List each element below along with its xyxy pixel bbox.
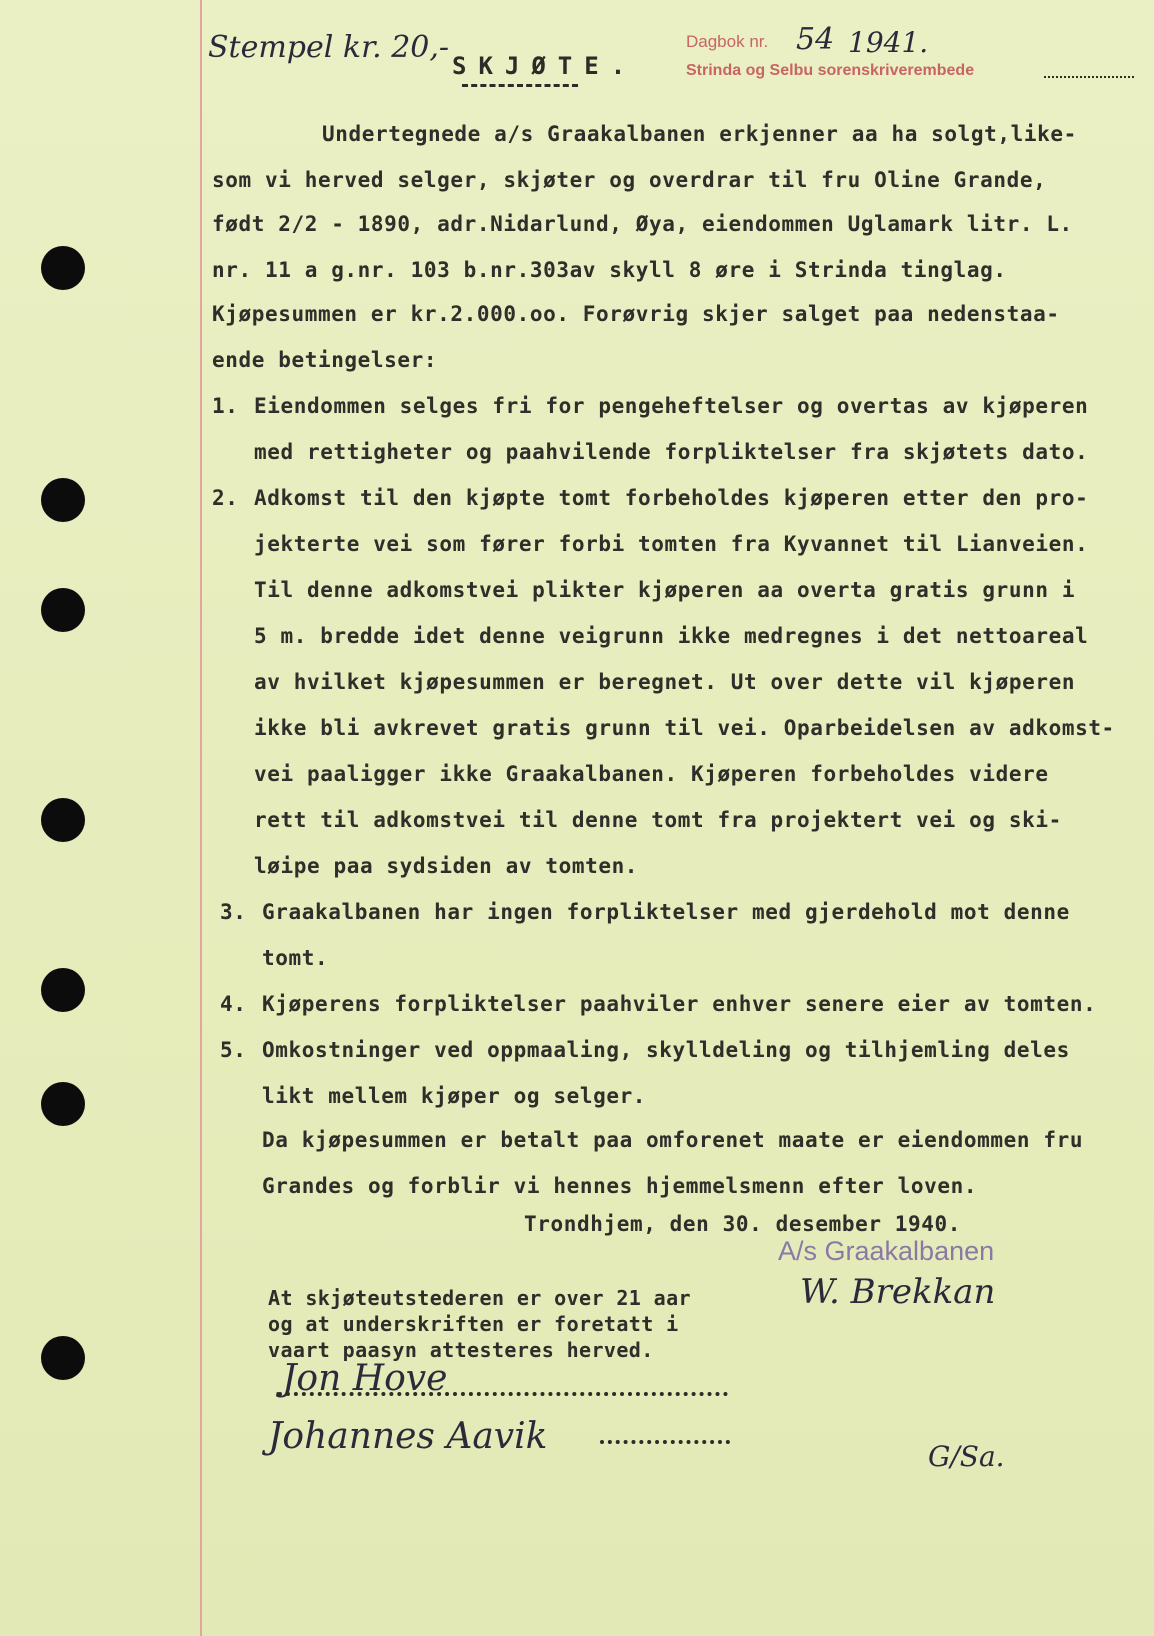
place-date: Trondhjem, den 30. desember 1940. <box>524 1212 962 1236</box>
closing-line: Grandes og forblir vi hennes hjemmelsmenn efter loven. <box>262 1174 978 1198</box>
office-dotted-line <box>1044 76 1134 78</box>
condition-line: av hvilket kjøpesummen er beregnet. Ut over dette vil kjøperen <box>254 670 1076 694</box>
condition-line: jekterte vei som fører forbi tomten fra Kyvannet til Lianveien. <box>254 532 1089 556</box>
condition-line: med rettigheter og paahvilende forpliktelser fra skjøtets dato. <box>254 440 1089 464</box>
signature-line <box>600 1440 730 1444</box>
condition-line: ikke bli avkrevet gratis grunn til vei. Oparbeidelsen av adkomst- <box>254 716 1115 740</box>
condition-number: 3. <box>220 900 247 924</box>
condition-line: løipe paa sydsiden av tomten. <box>254 854 639 878</box>
witness-signature-1: Jon Hove <box>282 1358 448 1399</box>
punch-hole <box>41 246 85 290</box>
punch-hole <box>41 478 85 522</box>
document-title: SKJØTE. <box>452 52 638 80</box>
punch-hole <box>41 1082 85 1126</box>
attestation-line: vaart paasyn attesteres herved. <box>268 1338 654 1362</box>
body-line: Undertegnede a/s Graakalbanen erkjenner aa ha solgt,like- <box>322 122 1077 146</box>
condition-number: 5. <box>220 1038 247 1062</box>
condition-line: Adkomst til den kjøpte tomt forbeholdes kjøperen etter den pro- <box>254 486 1089 510</box>
punch-hole <box>41 1336 85 1380</box>
company-stamp: A/s Graakalbanen <box>778 1236 995 1266</box>
condition-line: rett til adkomstvei til denne tomt fra projektert vei og ski- <box>254 808 1062 832</box>
signature-line <box>278 1392 728 1396</box>
attestation-line: At skjøteutstederen er over 21 aar <box>268 1286 691 1310</box>
body-line: som vi herved selger, skjøter og overdrar til fru Oline Grande, <box>212 168 1047 192</box>
condition-line: Graakalbanen har ingen forpliktelser med gjerdehold mot denne <box>262 900 1070 924</box>
closing-line: Da kjøpesummen er betalt paa omforenet maate er eiendommen fru <box>262 1128 1084 1152</box>
body-line: nr. 11 a g.nr. 103 b.nr.303av skyll 8 øre i Strinda tinglag. <box>212 258 1007 282</box>
condition-line: Eiendommen selges fri for pengeheftelser og overtas av kjøperen <box>254 394 1089 418</box>
condition-line: Omkostninger ved oppmaaling, skylldeling og tilhjemling deles <box>262 1038 1070 1062</box>
condition-number: 4. <box>220 992 247 1016</box>
red-margin-line <box>200 0 202 1636</box>
title-underline <box>462 84 578 87</box>
body-line: ende betingelser: <box>212 348 438 372</box>
condition-line: tomt. <box>262 946 329 970</box>
condition-line: Kjøperens forpliktelser paahviler enhver senere eier av tomten. <box>262 992 1097 1016</box>
punch-hole <box>41 798 85 842</box>
journal-number: 54 <box>796 22 835 57</box>
court-office-stamp: Strinda og Selbu sorenskriverembede <box>686 62 975 79</box>
signer-signature: W. Brekkan <box>800 1272 996 1312</box>
condition-line: Til denne adkomstvei plikter kjøperen aa overta gratis grunn i <box>254 578 1076 602</box>
clerk-initials: G/Sa. <box>928 1440 1005 1473</box>
condition-line: 5 m. bredde idet denne veigrunn ikke medregnes i det nettoareal <box>254 624 1089 648</box>
body-line: Kjøpesummen er kr.2.000.oo. Forøvrig skjer salget paa nedenstaa- <box>212 302 1060 326</box>
witness-signature-2: Johannes Aavik <box>268 1416 548 1457</box>
attestation-line: og at underskriften er foretatt i <box>268 1312 679 1336</box>
condition-number: 2. <box>212 486 239 510</box>
stamp-duty-note: Stempel kr. 20,- <box>208 30 450 65</box>
condition-line: vei paaligger ikke Graakalbanen. Kjøperen forbeholdes videre <box>254 762 1049 786</box>
condition-line: likt mellem kjøper og selger. <box>262 1084 647 1108</box>
journal-label: Dagbok nr. <box>686 32 769 51</box>
punch-hole <box>41 968 85 1012</box>
punch-hole <box>41 588 85 632</box>
body-line: født 2/2 - 1890, adr.Nidarlund, Øya, eiendommen Uglamark litr. L. <box>212 212 1073 236</box>
condition-number: 1. <box>212 394 239 418</box>
journal-year: 1941. <box>848 26 929 59</box>
